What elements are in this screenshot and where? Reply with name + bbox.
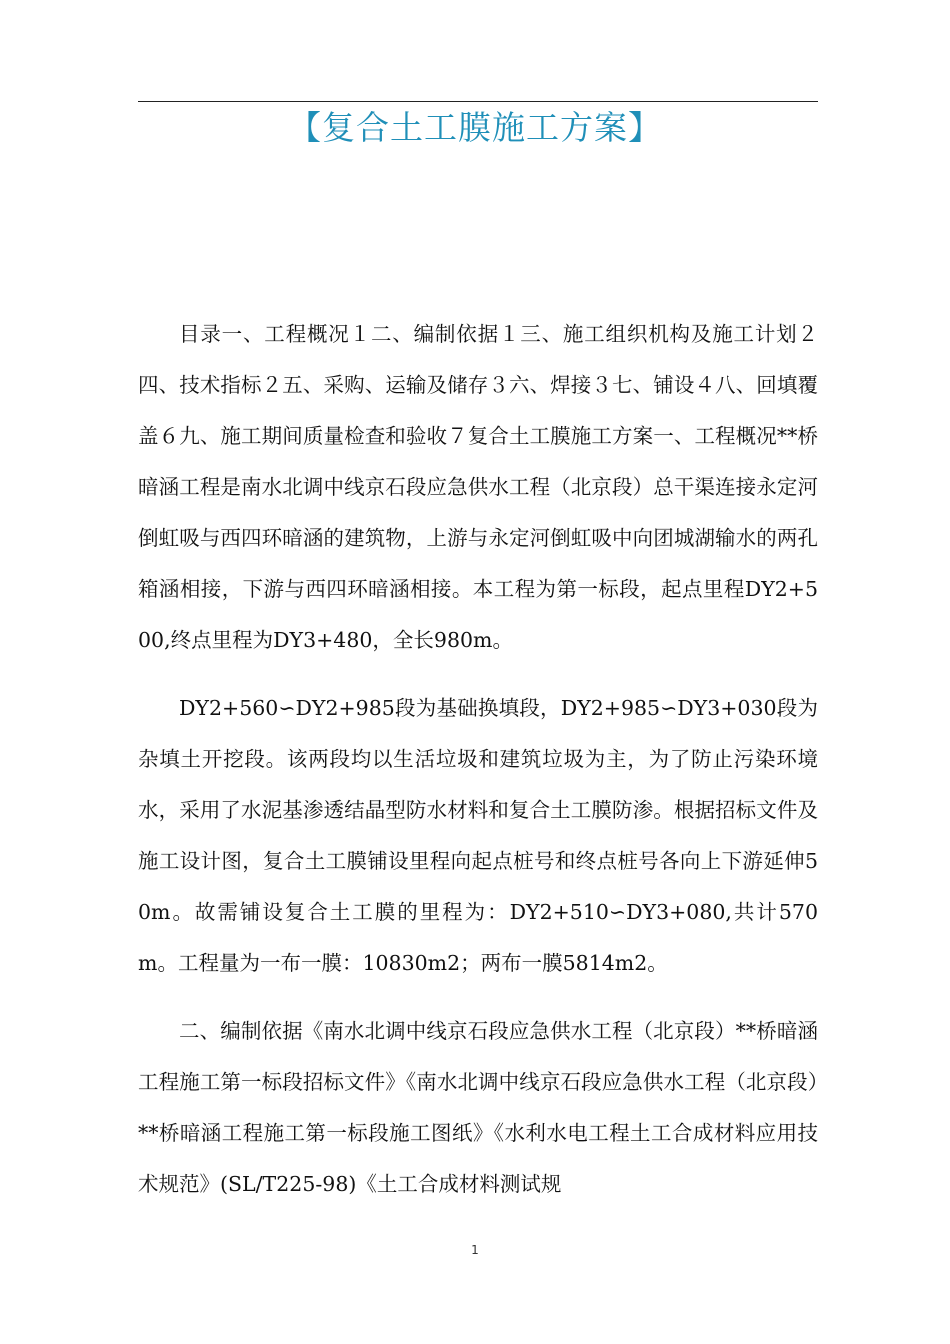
page-number: 1	[471, 1243, 479, 1257]
document-title: 【复合土工膜施工方案】	[288, 108, 662, 147]
paragraph-basis: 二、编制依据《南水北调中线京石段应急供水工程（北京段）**桥暗涵工程施工第一标段招标文件》《南水北调中线京石段应急供水工程（北京段）**桥暗涵工程施工第一标段施工图纸》《水利水电工程土工合成材料应用技术规范》(SL/T225-98)《土工合成材料测试规	[138, 1019, 818, 1196]
header-rule	[138, 101, 818, 102]
document-body	[138, 309, 818, 1227]
paragraph-toc-overview: 目录一、工程概况１二、编制依据１三、施工组织机构及施工计划２四、技术指标２五、采购、运输及储存３六、焊接３七、铺设４八、回填覆盖６九、施工期间质量检查和验收７复合土工膜施工方案一、工程概况**桥暗涵工程是南水北调中线京石段应急供水工程（北京段）总干渠连接永定河倒虹吸与西四环暗涵的建筑物，上游与永定河倒虹吸中向团城湖输水的两孔箱涵相接，下游与西四环暗涵相接。本工程为第一标段，起点里程DY2+500,终点里程为DY3+480，全长980m。	[138, 322, 818, 652]
paragraph-scope: DY2+560∽DY2+985段为基础换填段，DY2+985∽DY3+030段为杂填土开挖段。该两段均以生活垃圾和建筑垃圾为主，为了防止污染环境水，采用了水泥基渗透结晶型防水材料和复合土工膜防渗。根据招标文件及施工设计图，复合土工膜铺设里程向起点桩号和终点桩号各向上下游延伸50m。故需铺设复合土工膜的里程为：DY2+510∽DY3+080,共计570m。工程量为一布一膜：10830m2；两布一膜5814m2。	[138, 696, 818, 975]
